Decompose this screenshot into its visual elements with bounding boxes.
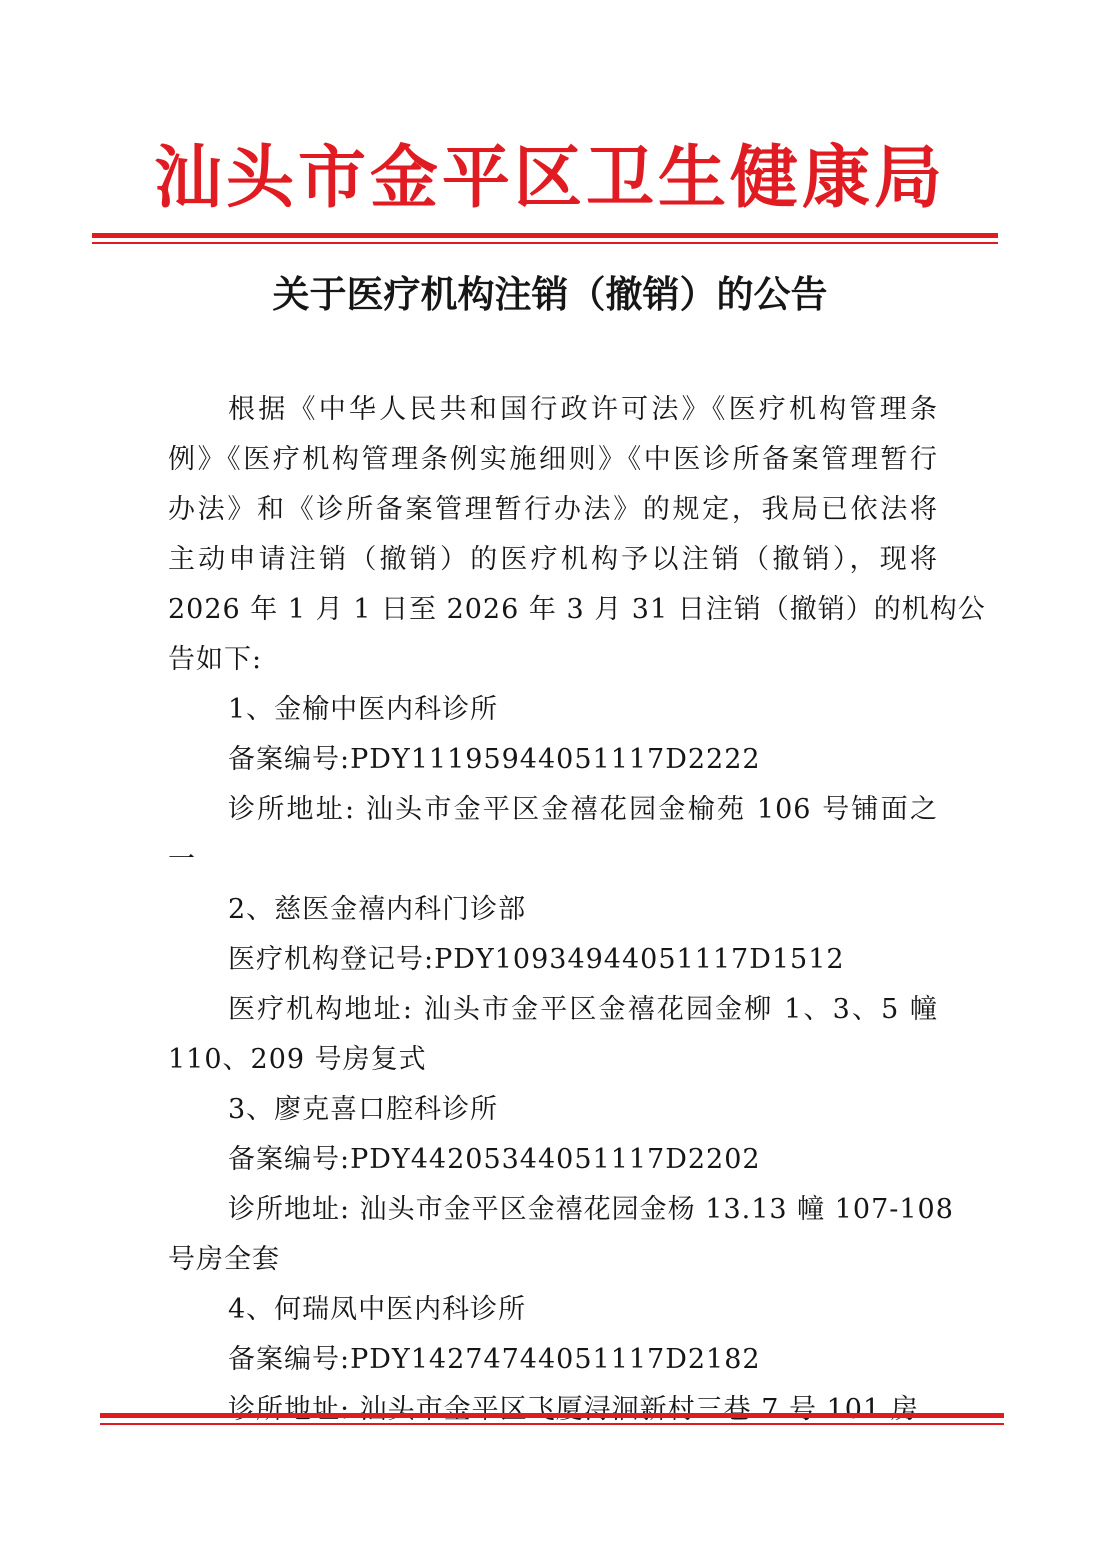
institution-name: 3、廖克喜口腔科诊所 <box>228 1094 499 1125</box>
footer-red-rule-thin <box>100 1423 1004 1425</box>
intro-line: 告如下: <box>168 644 263 675</box>
registration-number: 备案编号:PDY14274744051117D2182 <box>228 1344 761 1375</box>
institution-address: 诊所地址: 汕头市金平区金禧花园金榆苑 106 号铺面之 <box>228 794 938 825</box>
institution-address-continued: 一 <box>168 844 196 875</box>
institution-name: 4、何瑞凤中医内科诊所 <box>228 1294 527 1325</box>
institution-entry <box>168 885 938 1085</box>
institution-entry <box>168 685 938 885</box>
institution-address-continued: 号房全套 <box>168 1244 280 1275</box>
institution-address-continued: 110、209 号房复式 <box>168 1044 427 1075</box>
intro-line: 根据《中华人民共和国行政许可法》《医疗机构管理条 <box>228 394 938 425</box>
institution-address: 医疗机构地址: 汕头市金平区金禧花园金柳 1、3、5 幢 <box>228 994 938 1025</box>
issuing-authority-masthead: 汕头市金平区卫生健康局 <box>153 138 946 218</box>
footer-red-rule-thick <box>100 1413 1004 1418</box>
intro-line: 主动申请注销（撤销）的医疗机构予以注销（撤销），现将 <box>168 544 938 575</box>
document-title: 关于医疗机构注销（撤销）的公告 <box>272 273 828 316</box>
intro-line: 例》《医疗机构管理条例实施细则》《中医诊所备案管理暂行 <box>168 444 938 475</box>
institution-name: 1、金榆中医内科诊所 <box>228 694 499 725</box>
institution-name: 2、慈医金禧内科门诊部 <box>228 894 527 925</box>
masthead-red-rule-thick <box>92 233 998 238</box>
institution-entry <box>168 1085 954 1285</box>
document-body <box>168 385 986 1435</box>
intro-line: 办法》和《诊所备案管理暂行办法》的规定，我局已依法将 <box>168 494 938 525</box>
registration-number: 备案编号:PDY11195944051117D2222 <box>228 744 761 775</box>
registration-number: 医疗机构登记号:PDY10934944051117D1512 <box>228 944 845 975</box>
institution-address: 诊所地址: 汕头市金平区金禧花园金杨 13.13 幢 107-108 <box>228 1194 954 1225</box>
masthead-red-rule-thin <box>92 242 998 244</box>
registration-number: 备案编号:PDY44205344051117D2202 <box>228 1144 761 1175</box>
intro-line: 2026 年 1 月 1 日至 2026 年 3 月 31 日注销（撤销）的机构公 <box>168 594 986 625</box>
institution-address: 诊所地址: 汕头市金平区飞厦浔洄新村三巷 7 号 101 房 <box>228 1394 919 1425</box>
